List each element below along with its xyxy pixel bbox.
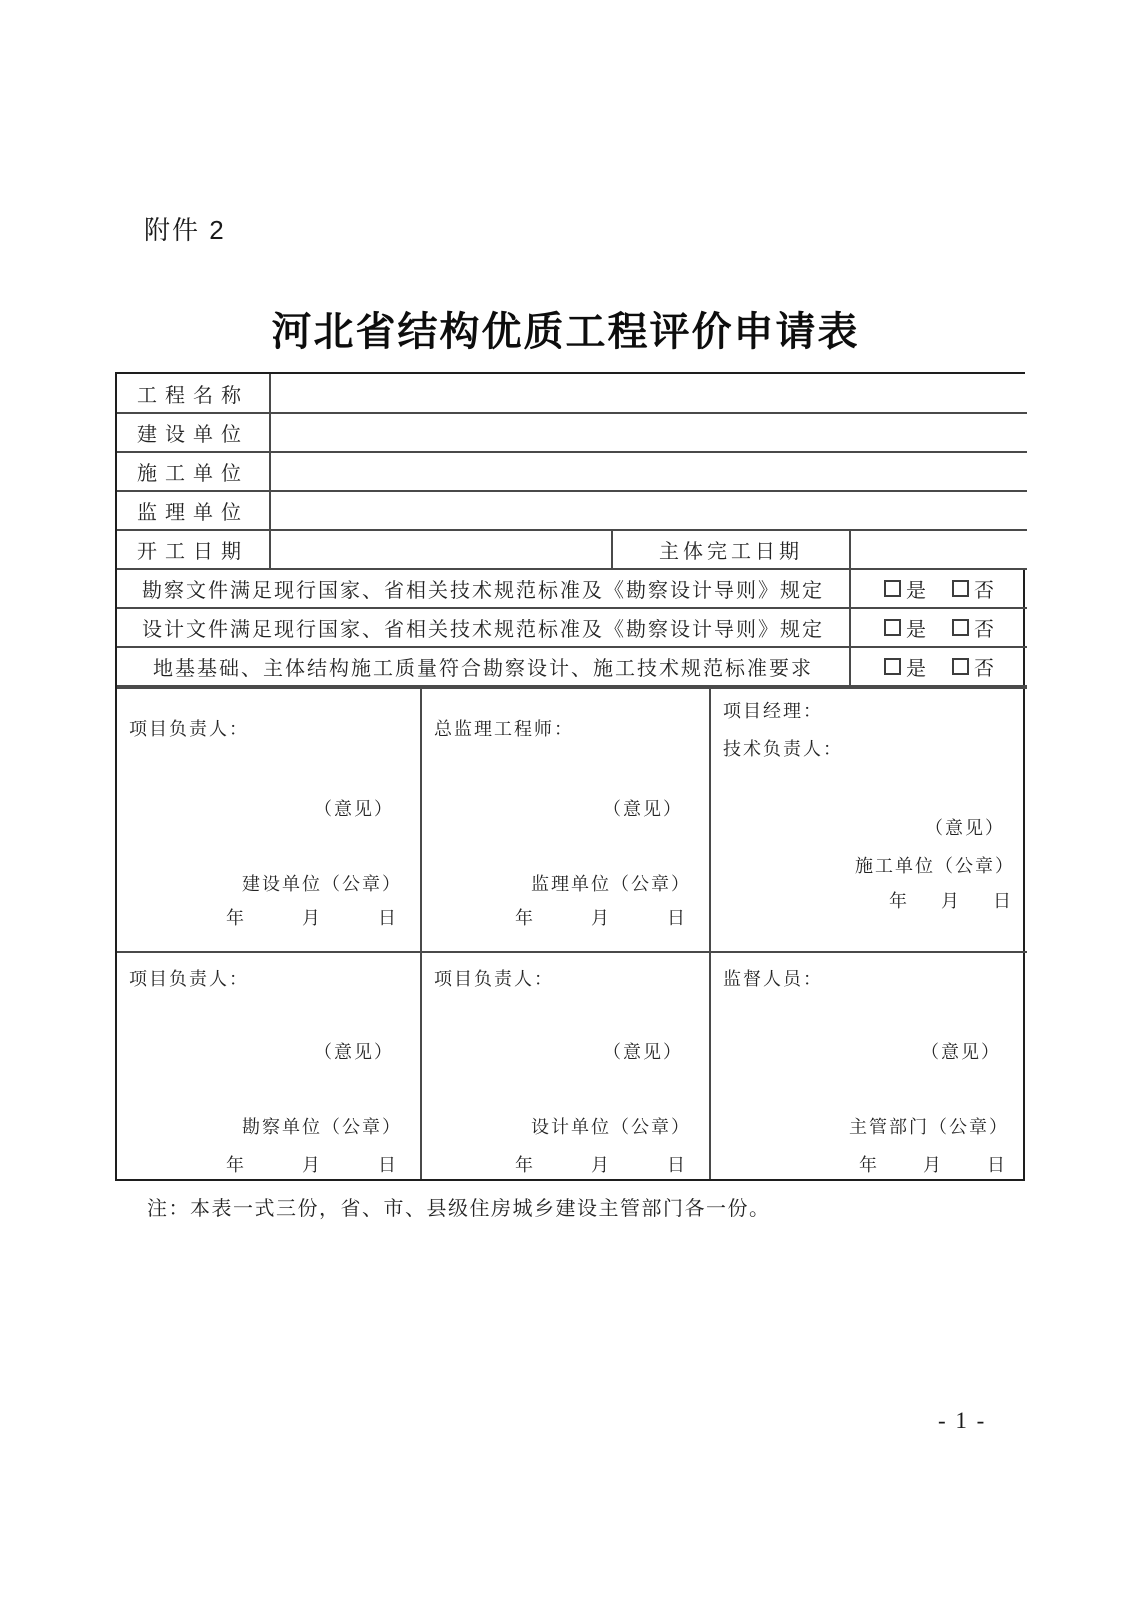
attachment-label: 附件 2	[144, 215, 226, 245]
no-label: 否	[974, 580, 994, 602]
seal-label: 施工单位（公章）	[855, 856, 1015, 876]
month-label: 月	[923, 1155, 943, 1175]
month-label: 月	[302, 1155, 322, 1175]
checkbox-no-icon[interactable]	[952, 658, 969, 675]
opinion-placeholder: （意见）	[603, 1042, 683, 1062]
signature-cell-competent-department	[710, 952, 1027, 1179]
signature-cell-owner-unit	[117, 688, 421, 952]
day-label: 日	[993, 891, 1013, 911]
year-label: 年	[859, 1155, 879, 1175]
signature-cell-supervision-unit	[421, 688, 710, 952]
survey-docs-statement: 勘察文件满足现行国家、省相关技术规范标准及《勘察设计导则》规定	[117, 569, 850, 608]
day-label: 日	[378, 1155, 398, 1175]
day-label: 日	[987, 1155, 1007, 1175]
date-line	[889, 887, 1013, 913]
table-row-foundation-quality-check	[117, 647, 1027, 686]
no-label: 否	[974, 619, 994, 641]
checkbox-no-icon[interactable]	[952, 580, 969, 597]
table-row-supervision-unit	[117, 491, 1027, 530]
no-option[interactable]	[952, 613, 994, 642]
seal-label: 主管部门（公章）	[849, 1117, 1009, 1137]
foundation-quality-options	[850, 647, 1027, 686]
year-label: 年	[515, 1155, 535, 1175]
signer-title: 项目负责人：	[434, 969, 554, 989]
seal-label: 勘察单位（公章）	[242, 1117, 402, 1137]
field-label-main-completion-date: 主体完工日期	[612, 530, 850, 569]
no-option[interactable]	[952, 652, 994, 681]
day-label: 日	[378, 908, 398, 928]
day-label: 日	[667, 1155, 687, 1175]
date-line	[515, 1151, 687, 1177]
yes-label: 是	[906, 580, 926, 602]
signature-cell-design-unit	[421, 952, 710, 1179]
year-label: 年	[889, 891, 909, 911]
field-value-project-name[interactable]	[270, 374, 1027, 413]
page-title: 河北省结构优质工程评价申请表	[271, 309, 860, 354]
month-label: 月	[302, 908, 322, 928]
month-label: 月	[941, 891, 961, 911]
date-line	[226, 904, 398, 930]
checkbox-yes-icon[interactable]	[884, 658, 901, 675]
table-row-dates	[117, 530, 1027, 569]
yes-label: 是	[906, 619, 926, 641]
seal-label: 设计单位（公章）	[531, 1117, 691, 1137]
seal-label: 建设单位（公章）	[242, 874, 402, 894]
checkbox-yes-icon[interactable]	[884, 580, 901, 597]
date-line	[226, 1151, 398, 1177]
month-label: 月	[591, 908, 611, 928]
signer-title: 项目负责人：	[129, 719, 249, 739]
date-line	[859, 1151, 1007, 1177]
opinion-placeholder: （意见）	[925, 818, 1005, 838]
day-label: 日	[667, 908, 687, 928]
signer-title: 项目经理：	[723, 701, 823, 721]
field-value-main-completion-date[interactable]	[850, 530, 1027, 569]
design-docs-options	[850, 608, 1027, 647]
no-label: 否	[974, 658, 994, 680]
checkbox-yes-icon[interactable]	[884, 619, 901, 636]
signer-title: 总监理工程师：	[434, 719, 574, 739]
field-label-project-name: 工程名称	[117, 374, 270, 413]
field-label-construction-unit: 施工单位	[117, 452, 270, 491]
design-docs-statement: 设计文件满足现行国家、省相关技术规范标准及《勘察设计导则》规定	[117, 608, 850, 647]
opinion-placeholder: （意见）	[314, 1042, 394, 1062]
signer-title: 技术负责人：	[723, 739, 843, 759]
checkbox-no-icon[interactable]	[952, 619, 969, 636]
table-row-project-name	[117, 374, 1027, 413]
opinion-placeholder: （意见）	[921, 1042, 1001, 1062]
table-row-owner-unit	[117, 413, 1027, 452]
yes-label: 是	[906, 658, 926, 680]
survey-docs-options	[850, 569, 1027, 608]
page-number: - 1 -	[938, 1408, 987, 1433]
year-label: 年	[226, 908, 246, 928]
yes-option[interactable]	[884, 574, 926, 603]
foundation-quality-statement: 地基基础、主体结构施工质量符合勘察设计、施工技术规范标准要求	[117, 647, 850, 686]
field-value-start-date[interactable]	[270, 530, 612, 569]
signer-title: 监督人员：	[723, 969, 823, 989]
no-option[interactable]	[952, 574, 994, 603]
signature-cell-construction-unit	[710, 688, 1027, 952]
signature-cell-survey-unit	[117, 952, 421, 1179]
field-value-supervision-unit[interactable]	[270, 491, 1027, 530]
date-line	[515, 904, 687, 930]
application-form-table	[115, 372, 1025, 1181]
signature-row-2	[117, 952, 1027, 1179]
year-label: 年	[226, 1155, 246, 1175]
field-value-construction-unit[interactable]	[270, 452, 1027, 491]
footnote: 注：本表一式三份，省、市、县级住房城乡建设主管部门各一份。	[147, 1198, 771, 1220]
yes-option[interactable]	[884, 613, 926, 642]
field-value-owner-unit[interactable]	[270, 413, 1027, 452]
field-label-start-date: 开工日期	[117, 530, 270, 569]
yes-option[interactable]	[884, 652, 926, 681]
table-row-survey-docs-check	[117, 569, 1027, 608]
info-section	[117, 374, 1027, 687]
opinion-placeholder: （意见）	[603, 799, 683, 819]
signature-row-1	[117, 688, 1027, 952]
field-label-supervision-unit: 监理单位	[117, 491, 270, 530]
table-row-design-docs-check	[117, 608, 1027, 647]
year-label: 年	[515, 908, 535, 928]
month-label: 月	[591, 1155, 611, 1175]
table-row-construction-unit	[117, 452, 1027, 491]
opinion-placeholder: （意见）	[314, 799, 394, 819]
signer-title: 项目负责人：	[129, 969, 249, 989]
signature-section	[117, 687, 1027, 1179]
seal-label: 监理单位（公章）	[531, 874, 691, 894]
field-label-owner-unit: 建设单位	[117, 413, 270, 452]
